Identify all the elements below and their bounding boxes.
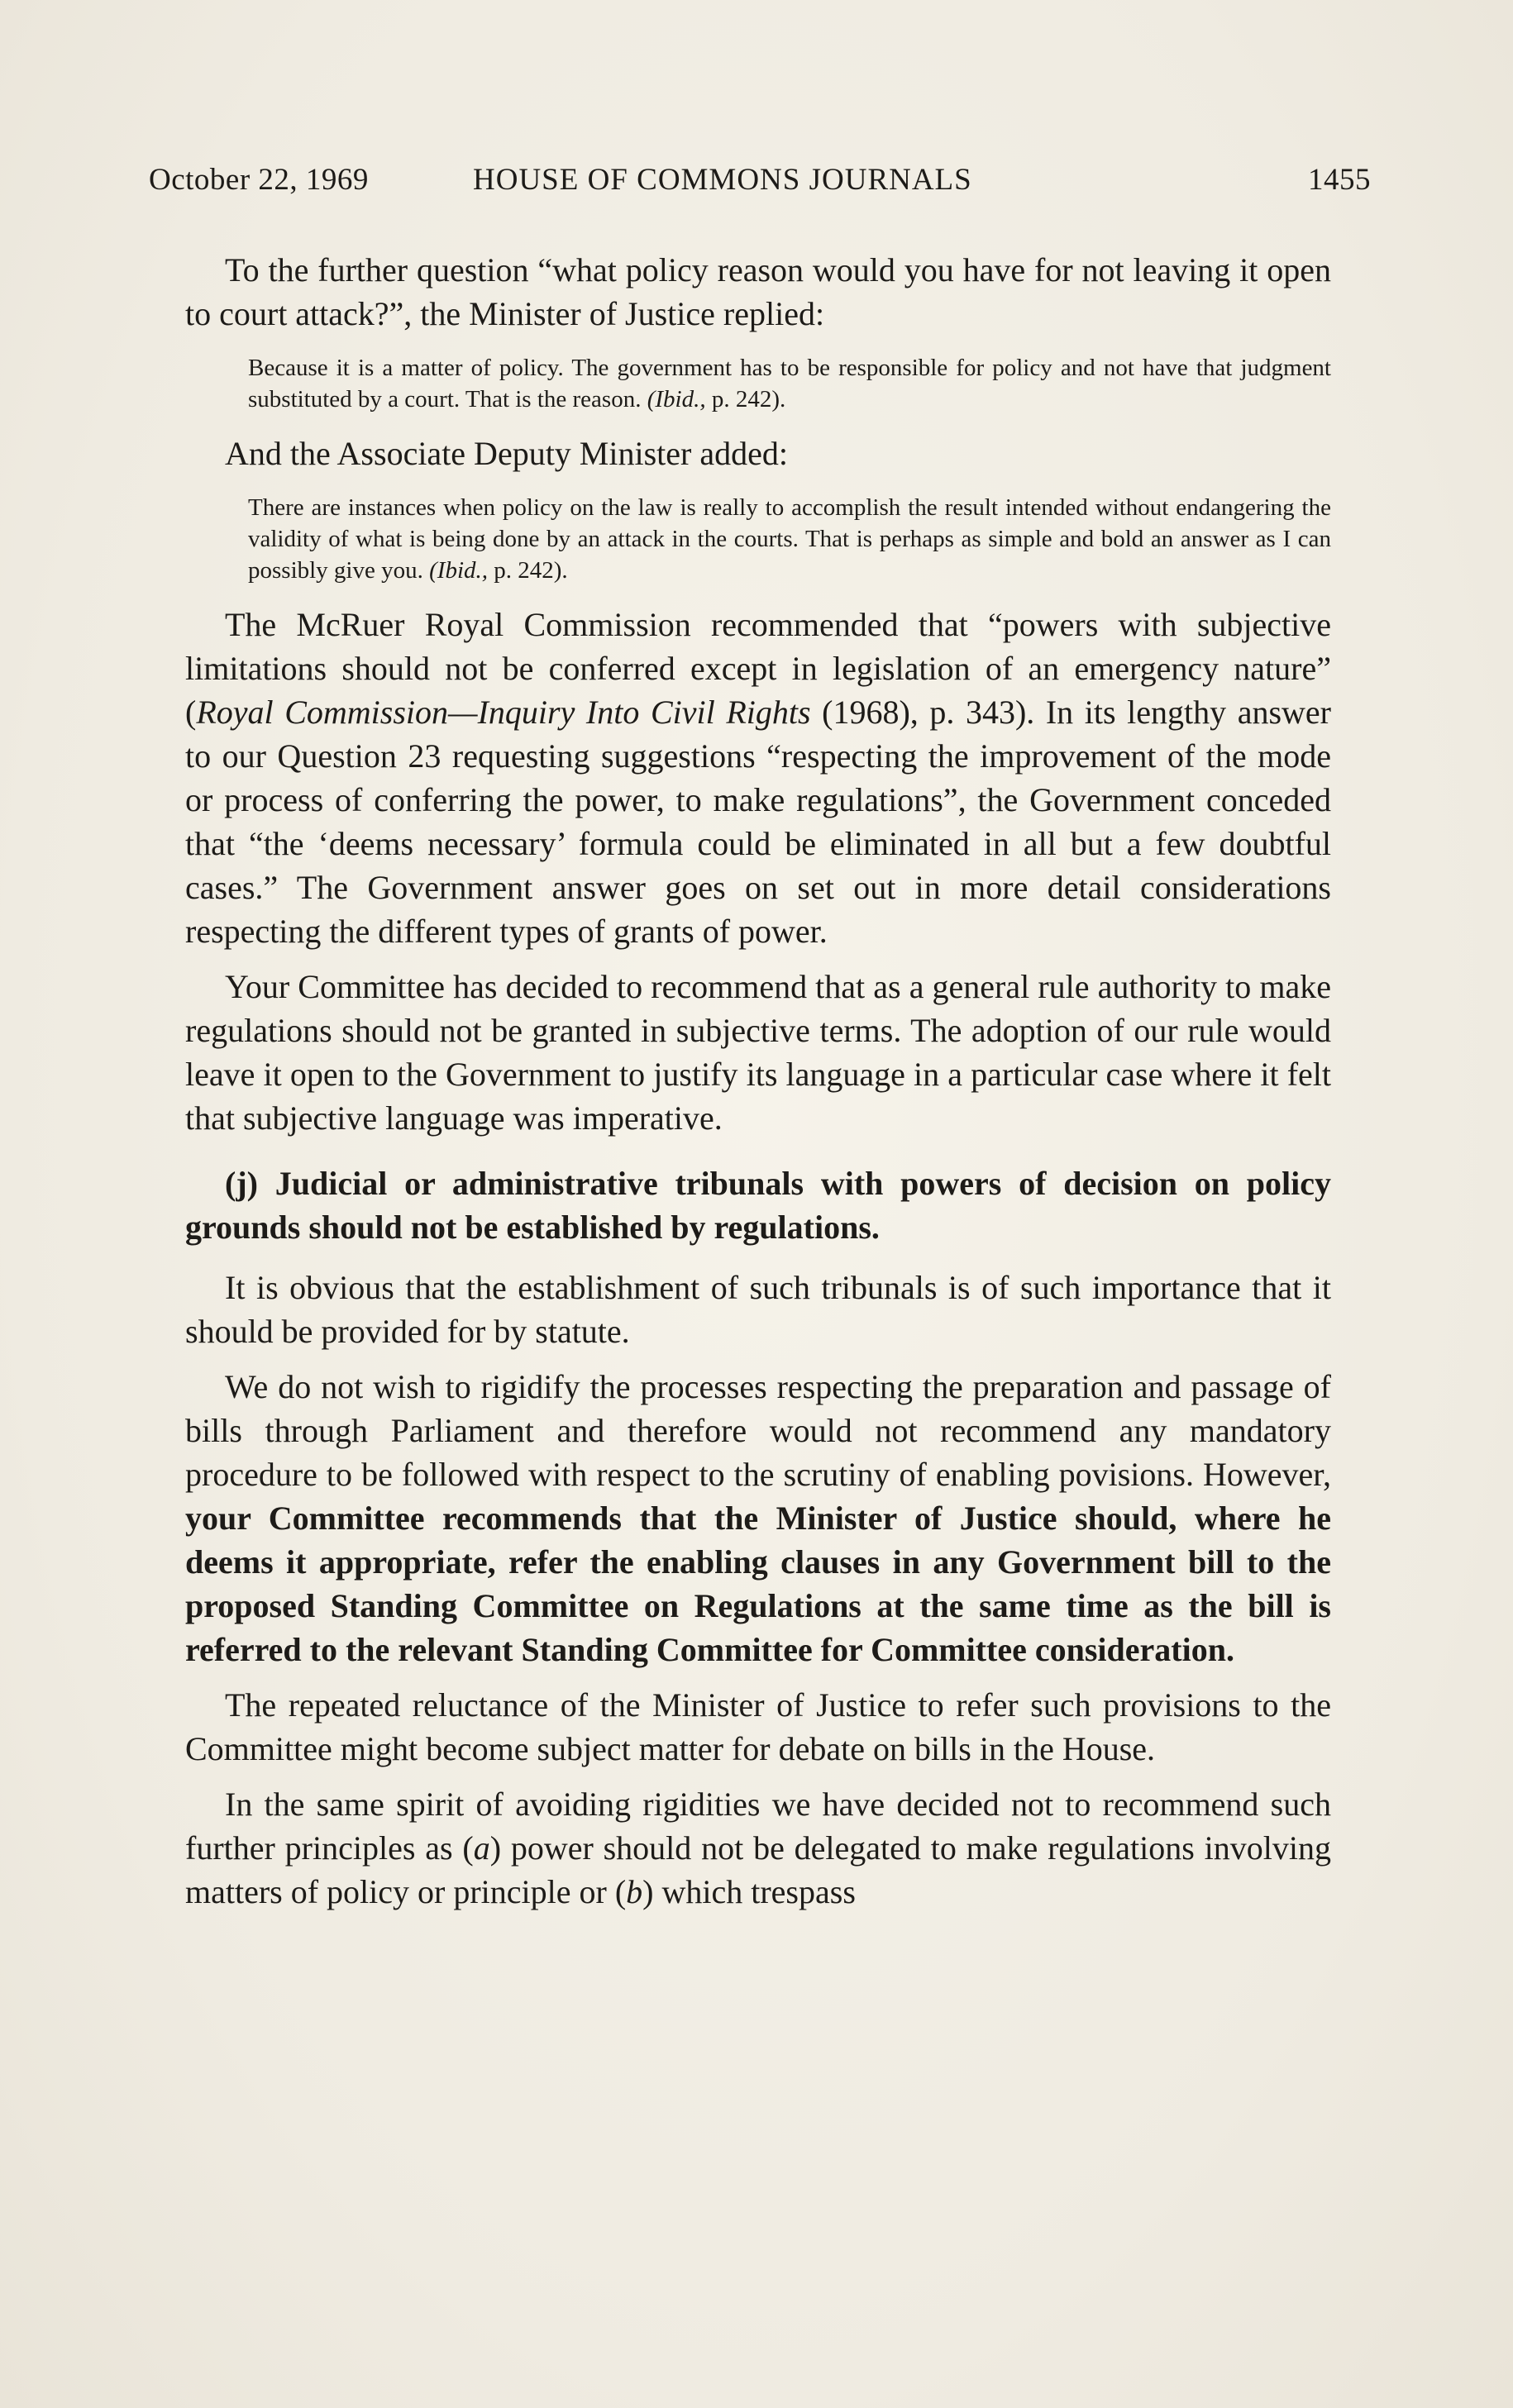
section-heading-j: (j) Judicial or administrative tribunals with powers of decision on policy grounds should not be established by regulations.	[185, 1165, 1331, 1246]
quote-minister-of-justice	[248, 352, 1331, 415]
paragraph-text: The McRuer Royal Commission recommended that “powers with subjective limitations should not be conferred except in legislation of an emergency nature” (	[185, 606, 1331, 731]
quote-citation-page: p. 242).	[488, 557, 568, 584]
quote-citation-italic: (Ibid.,	[647, 386, 706, 412]
quote-text: There are instances when policy on the law is really to accomplish the result intended without endangering the validity of what is being done by an attack in the courts. That is perhaps as simple and bold an answer as I can possibly give you.	[248, 494, 1331, 584]
paragraph-associate-deputy: And the Associate Deputy Minister added:	[225, 435, 788, 472]
item-letter-b: b	[626, 1873, 643, 1910]
paragraph-tribunals: It is obvious that the establishment of such tribunals is of such importance that it should be provided for by statute.	[185, 1269, 1331, 1350]
paragraph-text: (1968), p. 343). In its lengthy answer to our Question 23 requesting suggestions “respecting the improvement of the mode or process of conferring the power, to make regulations”, the Government conceded that “the ‘deems necessary’ formula could be eliminated in all but a few doubtful cases.” The Government answer goes on set out in more detail considerations respecting the different types of grants of power.	[185, 694, 1331, 950]
paragraph-general-rule: Your Committee has decided to recommend that as a general rule authority to make regulations should not be granted in subjective terms. The adoption of our rule would leave it open to the Government to justify its language in a particular case where it felt that subjective language was imperative.	[185, 968, 1331, 1137]
running-header	[149, 162, 1371, 203]
header-date: October 22, 1969	[149, 163, 369, 197]
paragraph-further-question: To the further question “what policy reason would you have for not leaving it open to court attack?”, the Minister of Justice replied:	[185, 251, 1331, 332]
quote-associate-deputy-minister	[248, 492, 1331, 586]
quote-text: Because it is a matter of policy. The government has to be responsible for policy and not have that judgment substituted by a court. That is the reason.	[248, 355, 1331, 412]
paragraph-text: In the same spirit of avoiding rigidities we have decided not to recommend such further principles as (	[185, 1786, 1331, 1867]
quote-citation-italic: (Ibid.,	[429, 557, 488, 584]
committee-recommendation: your Committee recommends that the Minister of Justice should, where he deems it appropriate, refer the enabling clauses in any Government bill to the proposed Standing Committee on Regulations at the same time as the bill is referred to the relevant Standing Committee for Committee consideration.	[185, 1500, 1331, 1668]
paragraph-text: We do not wish to rigidify the processes respecting the preparation and passage of bills through Parliament and therefore would not recommend any mandatory procedure to be followed with respect to the scrutiny of enabling povisions. However,	[185, 1368, 1331, 1493]
item-letter-a: a	[473, 1829, 490, 1867]
paragraph-recommendation	[185, 1365, 1331, 1671]
page-number: 1455	[1308, 163, 1371, 197]
paragraph-text: ) which trespass	[642, 1873, 856, 1910]
paragraph-text: ) power should not be delegated to make regulations involving matters of policy or principle or (	[185, 1829, 1331, 1910]
header-title: HOUSE OF COMMONS JOURNALS	[473, 163, 972, 197]
commission-title: Royal Commission—Inquiry Into Civil Rights	[196, 694, 811, 731]
quote-citation-page: p. 242).	[705, 386, 786, 412]
page-body	[185, 248, 1331, 1914]
paragraph-reluctance: The repeated reluctance of the Minister of Justice to refer such provisions to the Committee might become subject matter for debate on bills in the House.	[185, 1686, 1331, 1767]
paragraph-mcruer-commission	[185, 603, 1331, 953]
paragraph-rigidities	[185, 1782, 1331, 1914]
